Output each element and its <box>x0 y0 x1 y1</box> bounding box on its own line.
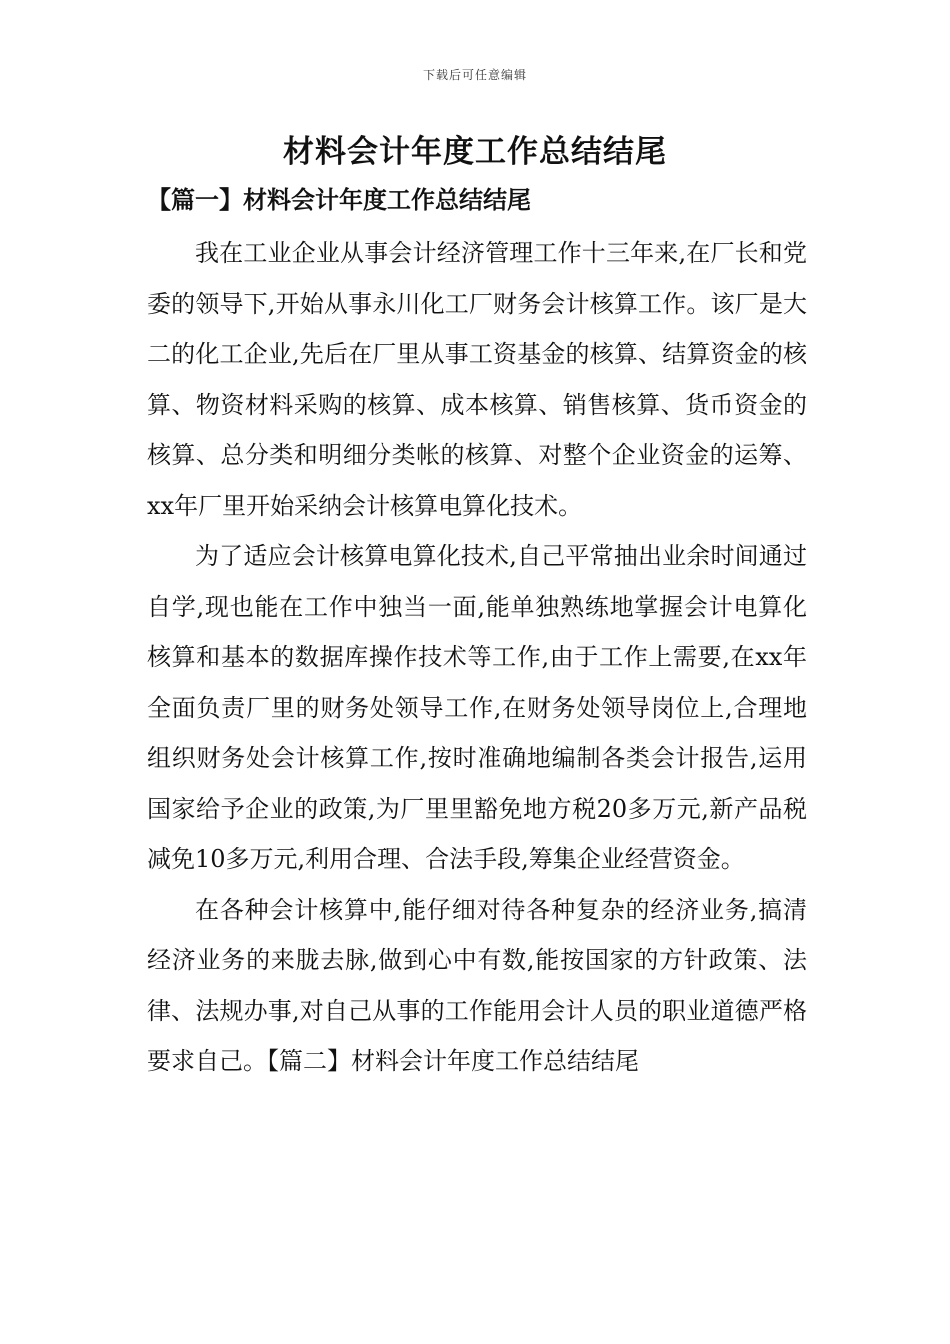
paragraph-3: 在各种会计核算中,能仔细对待各种复杂的经济业务,搞清经济业务的来胧去脉,做到心中有数,能按国家的方针政策、法律、法规办事,对自己从事的工作能用会计人员的职业道德严格要求自己。【篇二】材料会计年度工作总结结尾 <box>147 895 807 1075</box>
document-title: 材料会计年度工作总结结尾 <box>283 134 667 170</box>
body-text <box>147 228 807 1087</box>
section-heading: 【篇一】材料会计年度工作总结结尾 <box>147 185 531 214</box>
paragraph-1: 我在工业企业从事会计经济管理工作十三年来,在厂长和党委的领导下,开始从事永川化工厂财务会计核算工作。该厂是大二的化工企业,先后在厂里从事工资基金的核算、结算资金的核算、物资材料采购的核算、成本核算、销售核算、货币资金的核算、总分类和明细分类帐的核算、对整个企业资金的运筹、xx年厂里开始采纳会计核算电算化技术。 <box>147 239 807 520</box>
header-note: 下载后可任意编辑 <box>422 68 527 82</box>
paragraph-2: 为了适应会计核算电算化技术,自己平常抽出业余时间通过自学,现也能在工作中独当一面,能单独熟练地掌握会计电算化核算和基本的数据库操作技术等工作,由于工作上需要,在xx年全面负责厂里的财务处领导工作,在财务处领导岗位上,合理地组织财务处会计核算工作,按时准确地编制各类会计报告,运用国家给予企业的政策,为厂里里豁免地方税20多万元,新产品税减免10多万元,利用合理、合法手段,筹集企业经营资金。 <box>147 542 807 873</box>
